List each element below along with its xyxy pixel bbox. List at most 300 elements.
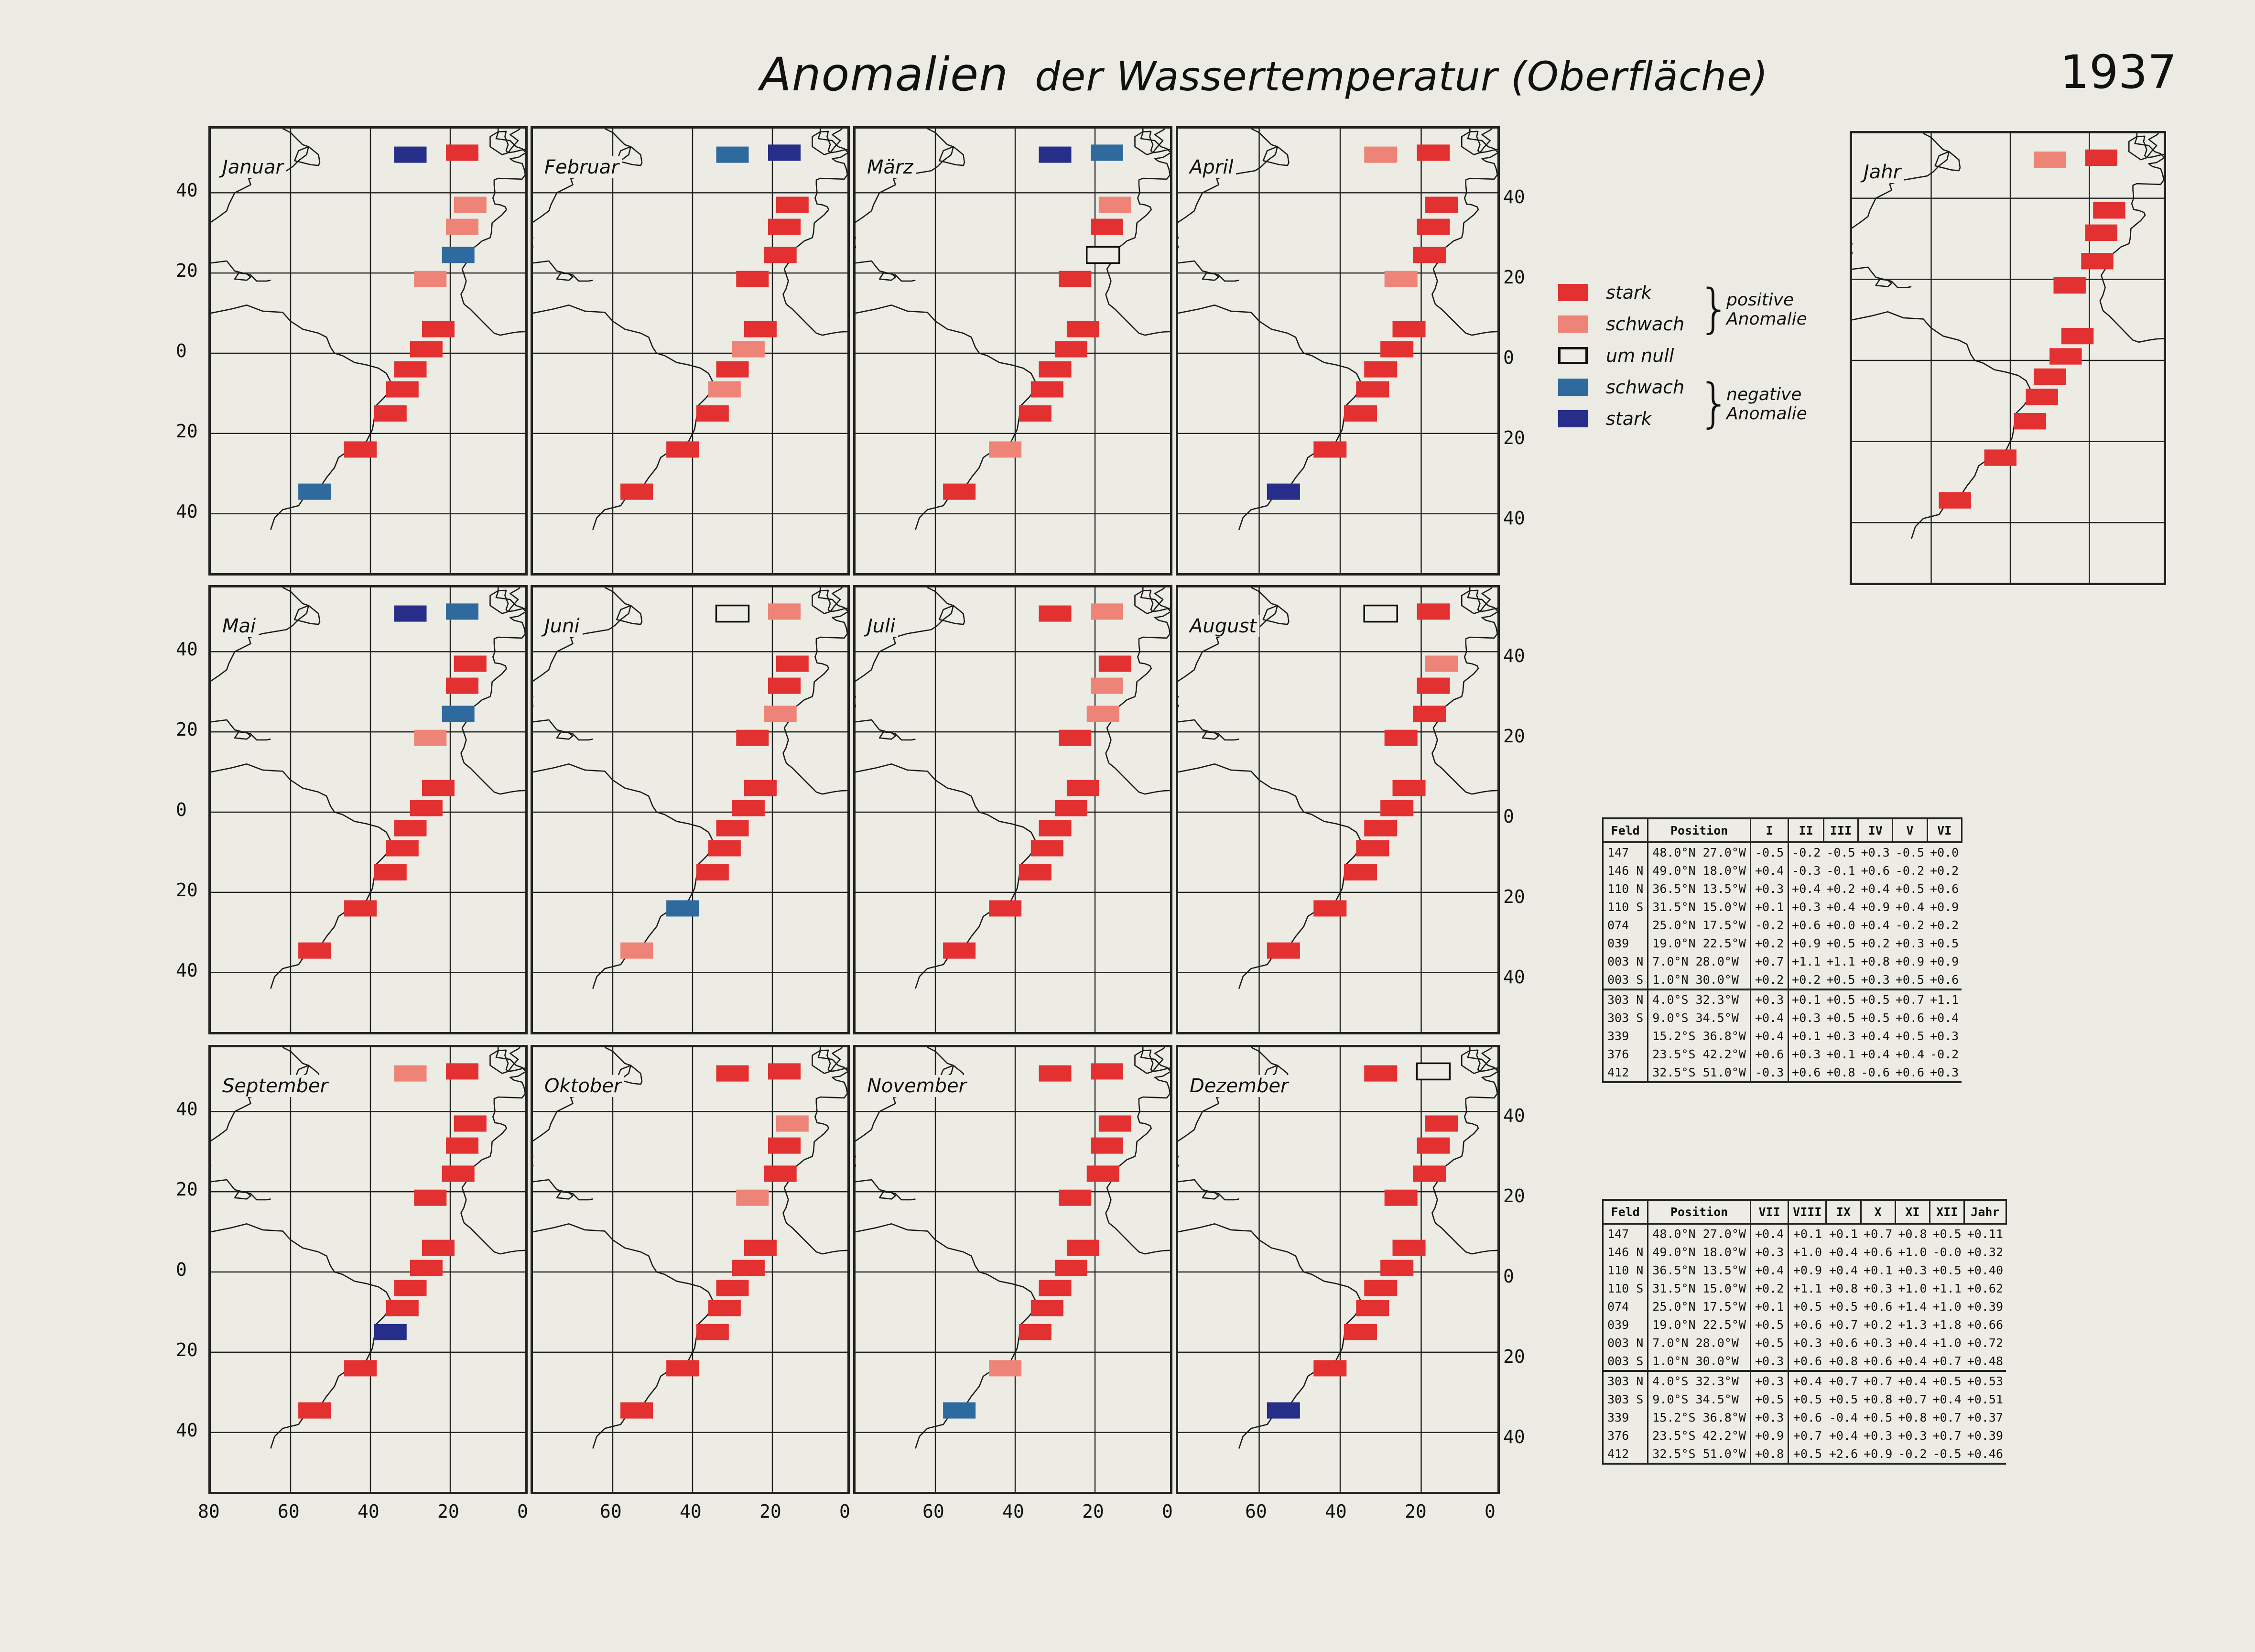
anomaly-marker-412 (943, 943, 976, 959)
anomaly-marker-376 (344, 1360, 377, 1376)
table-row (1603, 1261, 2006, 1279)
coastline (813, 1050, 831, 1074)
anomaly-marker-039 (414, 1190, 446, 1206)
anomaly-marker-339 (374, 864, 407, 880)
table-cell: 36.5°N 13.5°W (1648, 1261, 1751, 1279)
anomaly-marker-146-n (768, 144, 801, 161)
table-cell: +0.4 (1750, 861, 1788, 880)
anomaly-marker-003-s (410, 800, 443, 816)
table-row (1603, 916, 1962, 934)
coastline (813, 131, 831, 155)
anomaly-marker-003-n (744, 321, 777, 337)
table-row (1603, 898, 1962, 916)
table-cell: 303 S (1603, 1390, 1648, 1408)
table-cell: +0.3 (1861, 845, 1890, 859)
map-canvas (211, 1047, 528, 1494)
anomaly-marker-039 (736, 271, 769, 287)
graticule (533, 129, 850, 576)
anomaly-marker-003-s (1055, 800, 1087, 816)
coastline (211, 261, 271, 281)
table-cell: -0.2 (1750, 916, 1788, 934)
anomaly-marker-110-n (1425, 197, 1458, 213)
table-cell: 36.5°N 13.5°W (1648, 880, 1751, 898)
anomaly-marker-376 (1313, 441, 1346, 457)
table-header-row (1603, 818, 1962, 842)
anomaly-marker-110-n (776, 656, 809, 672)
table-cell: +0.4 (1898, 1354, 1927, 1368)
table-row (1603, 1334, 2006, 1352)
graticule (1178, 129, 1500, 576)
table-row (1603, 989, 1962, 1009)
anomaly-marker-074 (1413, 706, 1446, 722)
coastline (939, 606, 965, 624)
anomaly-marker-146-n (1417, 603, 1450, 620)
anomaly-marker-146-n (768, 603, 801, 620)
table-cell: +0.4 (1861, 881, 1890, 896)
table-header-cell: Jahr (1964, 1200, 2006, 1224)
map-panel-dezember (1176, 1045, 1500, 1494)
lat-tick-left: 20 (176, 719, 198, 740)
table-cell: +0.6 (1829, 1336, 1858, 1350)
table-row (1603, 1426, 2006, 1445)
table-cell: 147 (1603, 842, 1648, 861)
lon-tick: 40 (1002, 1501, 1024, 1522)
table-cell: 003 S (1603, 1352, 1648, 1371)
table-cell: +1.0 (1898, 1281, 1927, 1295)
anomaly-marker-303-s (386, 840, 419, 857)
table-cell: +0.3 (1898, 1428, 1927, 1443)
anomaly-marker-074 (1413, 247, 1446, 263)
table-cell: +0.4 (1895, 900, 1925, 914)
anomaly-marker-303-n (394, 820, 427, 837)
table-cell: +0.3 (1750, 1352, 1788, 1371)
anomaly-marker-303-s (1031, 1300, 1063, 1316)
anomaly-marker-303-n (1039, 820, 1072, 837)
table-header-cell: VII (1750, 1200, 1788, 1224)
table-cell: +0.6 (1793, 1354, 1822, 1368)
table-cell: 303 N (1603, 989, 1648, 1009)
table-cell: +0.5 (1858, 989, 1893, 1009)
coastline (1852, 267, 1911, 287)
table-cell: +1.1 (1927, 989, 1962, 1009)
table-cell: +0.8 (1829, 1354, 1858, 1368)
coastline (1935, 152, 1960, 171)
table-cell: +0.7 (1898, 1392, 1927, 1406)
table-cell: +0.4 (1930, 1011, 1959, 1025)
graticule (211, 587, 528, 1034)
table-cell: 7.0°N 28.0°W (1648, 952, 1751, 970)
legend-label: um null (1606, 345, 1674, 366)
table-cell: +0.3 (1930, 1029, 1959, 1043)
coastline (1462, 1050, 1480, 1074)
title-main: Anomalien (760, 48, 1008, 101)
table-header-cell: Feld (1603, 818, 1648, 842)
table-cell: +0.6 (1792, 918, 1821, 932)
anomaly-marker-110-n (1099, 656, 1131, 672)
lon-tick: 40 (1325, 1501, 1347, 1522)
map-canvas (211, 129, 528, 576)
page-title (760, 48, 1768, 101)
lat-tick-left: 40 (176, 959, 198, 981)
anomaly-marker-039 (1385, 271, 1418, 287)
anomaly-marker-303-s (1031, 381, 1063, 398)
table-cell: +0.5 (1750, 1390, 1788, 1408)
anomaly-marker-303-n (716, 820, 749, 837)
anomaly-marker-039 (1059, 1190, 1091, 1206)
coastline (939, 147, 965, 165)
table-header-cell: Feld (1603, 1200, 1648, 1224)
table-cell: +0.5 (1793, 1299, 1822, 1314)
table-cell: +0.51 (1967, 1392, 2004, 1406)
table-cell: +0.4 (1792, 881, 1821, 896)
anomaly-marker-074 (442, 1165, 475, 1182)
anomaly-marker-110-s (446, 219, 478, 235)
table-cell: +0.1 (1750, 898, 1788, 916)
table-cell: +1.0 (1932, 1336, 1962, 1350)
anomaly-marker-147 (716, 1065, 749, 1082)
table-row (1603, 970, 1962, 989)
table-cell: 9.0°S 34.5°W (1648, 1009, 1751, 1027)
anomaly-marker-412 (620, 484, 653, 500)
anomaly-marker-110-s (1091, 678, 1123, 694)
coastline (856, 1180, 915, 1200)
table-cell: -0.5 (1826, 845, 1855, 859)
legend-swatch (1558, 347, 1588, 364)
anomaly-marker-146-n (1417, 1063, 1450, 1079)
map-panel-label: August (1187, 615, 1259, 637)
lat-tick-left: 40 (176, 180, 198, 201)
map-panel-februar (531, 126, 850, 576)
anomaly-marker-003-s (1055, 1260, 1087, 1276)
anomaly-marker-339 (1019, 1324, 1052, 1340)
table-cell: +0.9 (1793, 1263, 1822, 1277)
anomaly-marker-003-n (744, 1240, 777, 1256)
anomaly-marker-003-n (1067, 1240, 1099, 1256)
coastline (856, 720, 915, 740)
map-canvas (856, 129, 1172, 576)
coastline (617, 606, 642, 624)
anomaly-marker-303-n (1364, 820, 1397, 837)
anomaly-marker-146-n (1091, 1063, 1123, 1079)
anomaly-marker-146-n (446, 603, 478, 620)
graticule (1178, 587, 1500, 1034)
table-cell: +0.1 (1864, 1263, 1893, 1277)
lat-tick-right: 40 (1503, 645, 1525, 667)
table-cell: +0.3 (1750, 1243, 1788, 1261)
table-cell: +0.5 (1932, 1263, 1962, 1277)
lat-tick-left: 0 (176, 340, 187, 361)
table-cell: +0.0 (1826, 918, 1855, 932)
anomaly-marker-146-n (2085, 150, 2117, 166)
table-cell: +0.6 (1930, 972, 1959, 987)
lon-tick: 0 (1162, 1501, 1173, 1522)
table-cell: 303 N (1603, 1371, 1648, 1390)
anomaly-table-2 (1602, 1199, 2007, 1465)
anomaly-marker-039 (736, 730, 769, 746)
coastline (1852, 133, 1949, 259)
table-cell: 4.0°S 32.3°W (1648, 989, 1751, 1009)
table-cell: +0.9 (1930, 954, 1959, 968)
anomaly-marker-003-s (410, 341, 443, 358)
table-cell: +0.4 (1895, 1047, 1925, 1061)
table-cell: +0.5 (1864, 1410, 1893, 1424)
table-cell: +1.0 (1793, 1245, 1822, 1259)
table-header-row (1603, 1200, 2006, 1224)
lon-tick: 60 (922, 1501, 944, 1522)
lat-tick-left: 40 (176, 500, 198, 522)
table-cell: 7.0°N 28.0°W (1648, 1334, 1751, 1352)
table-cell: 48.0°N 27.0°W (1648, 1224, 1751, 1243)
table-cell: 15.2°S 36.8°W (1648, 1027, 1751, 1045)
map-canvas (856, 587, 1172, 1034)
anomaly-marker-412 (1267, 1402, 1300, 1419)
map-canvas (1178, 129, 1500, 576)
table-cell: +0.5 (1895, 881, 1925, 896)
anomaly-marker-003-s (1380, 341, 1413, 358)
anomaly-marker-147 (1364, 606, 1397, 622)
table-cell: +0.6 (1793, 1317, 1822, 1332)
lon-tick: 20 (1405, 1501, 1427, 1522)
table-cell: +0.8 (1861, 954, 1890, 968)
table-cell: 48.0°N 27.0°W (1648, 842, 1751, 861)
anomaly-marker-074 (1087, 706, 1119, 722)
table-cell: +0.5 (1826, 936, 1855, 950)
map-panel-label: Jahr (1861, 161, 1904, 183)
table-cell: 003 S (1603, 970, 1648, 989)
lon-tick: 60 (278, 1501, 300, 1522)
table-cell: +0.6 (1793, 1410, 1822, 1424)
coastline (856, 261, 915, 281)
map-panel-label: Januar (219, 156, 286, 178)
anomaly-marker-339 (1344, 405, 1377, 422)
table-cell: +0.6 (1750, 1045, 1788, 1063)
coastline (1178, 261, 1239, 281)
table-cell: +0.7 (1793, 1428, 1822, 1443)
coastline (1178, 720, 1239, 740)
table-cell: 146 N (1603, 1243, 1648, 1261)
table-header-cell: IV (1858, 818, 1893, 842)
lat-tick-right: 20 (1503, 726, 1525, 747)
map-panel-label: Februar (542, 156, 622, 178)
anomaly-marker-039 (1059, 271, 1091, 287)
table-body (1603, 1224, 2006, 1464)
map-panel-oktober (531, 1045, 850, 1494)
anomaly-marker-376 (1984, 449, 2016, 466)
table-cell: +1.0 (1932, 1299, 1962, 1314)
table-cell: +0.4 (1789, 1371, 1826, 1390)
lon-tick: 60 (1245, 1501, 1267, 1522)
table-cell: +0.5 (1895, 1029, 1925, 1043)
anomaly-marker-303-n (716, 361, 749, 378)
map-canvas (1852, 133, 2166, 585)
table-cell: +0.3 (1898, 1263, 1927, 1277)
table-cell: -0.1 (1826, 863, 1855, 878)
coastline (533, 1047, 631, 1172)
coastline (2129, 136, 2147, 160)
anomaly-marker-376 (989, 900, 1021, 916)
anomaly-marker-146-n (446, 144, 478, 161)
anomaly-marker-003-n (422, 1240, 455, 1256)
table-cell: +0.37 (1967, 1410, 2004, 1424)
map-panel-januar (208, 126, 528, 576)
map-panel-august (1176, 585, 1500, 1034)
coastline (211, 1047, 309, 1172)
table-cell: +0.1 (1793, 1227, 1822, 1241)
anomaly-marker-003-n (1393, 780, 1426, 796)
anomaly-marker-003-n (422, 321, 455, 337)
table-cell: 412 (1603, 1445, 1648, 1464)
anomaly-marker-303-s (386, 1300, 419, 1316)
table-cell: +0.3 (1864, 1336, 1893, 1350)
anomaly-marker-339 (2014, 413, 2046, 429)
table-cell: 110 N (1603, 880, 1648, 898)
table-cell: +0.7 (1826, 1371, 1861, 1390)
table-cell: 147 (1603, 1224, 1648, 1243)
coastline (533, 129, 631, 253)
map-panel-juni (531, 585, 850, 1034)
table-header-cell: X (1861, 1200, 1895, 1224)
lat-tick-right: 40 (1503, 1426, 1525, 1447)
table-cell: +1.1 (1793, 1281, 1822, 1295)
table-cell: +0.40 (1967, 1263, 2004, 1277)
table-row (1603, 1315, 2006, 1334)
coastline (1462, 590, 1480, 614)
anomaly-marker-110-n (776, 197, 809, 213)
coastline (490, 131, 509, 155)
map-panel-label: März (864, 156, 916, 178)
map-panel-label: Mai (219, 615, 259, 637)
table-cell: +0.1 (1792, 1029, 1821, 1043)
table-cell: 412 (1603, 1063, 1648, 1082)
graticule (856, 129, 1172, 576)
anomaly-marker-303-n (1039, 361, 1072, 378)
coastline (856, 1047, 954, 1172)
table-cell: +0.6 (1864, 1245, 1893, 1259)
table-cell: +0.4 (1829, 1245, 1858, 1259)
anomaly-marker-339 (1344, 1324, 1377, 1340)
table-row (1603, 880, 1962, 898)
table-cell: +0.3 (1864, 1428, 1893, 1443)
lon-tick: 40 (358, 1501, 379, 1522)
table-row (1603, 842, 1962, 861)
table-cell: +0.2 (1826, 881, 1855, 896)
lat-tick-right: 20 (1503, 1185, 1525, 1207)
lat-tick-right: 0 (1503, 806, 1514, 827)
table-row (1603, 1279, 2006, 1297)
anomaly-marker-303-s (2026, 389, 2058, 405)
map-panel-label: September (219, 1075, 331, 1097)
anomaly-marker-003-s (732, 1260, 765, 1276)
anomaly-marker-110-s (446, 1138, 478, 1154)
table-cell: -0.2 (1895, 863, 1925, 878)
lat-tick-right: 40 (1503, 186, 1525, 208)
legend (1558, 278, 1826, 440)
table-cell: 32.5°S 51.0°W (1648, 1063, 1751, 1082)
title-rest: der Wassertemperatur (Oberfläche) (1035, 53, 1768, 100)
anomaly-marker-339 (1019, 864, 1052, 880)
coastline (211, 720, 271, 740)
table-cell: 003 N (1603, 952, 1648, 970)
table-header-cell: I (1750, 818, 1788, 842)
anomaly-marker-412 (1267, 943, 1300, 959)
map-panel-märz (853, 126, 1172, 576)
lat-tick-right: 0 (1503, 347, 1514, 368)
table-cell: +0.3 (1864, 1281, 1893, 1295)
graticule (1852, 133, 2166, 585)
anomaly-marker-303-s (386, 381, 419, 398)
coastline (856, 129, 954, 253)
anomaly-marker-412 (943, 1402, 976, 1419)
anomaly-marker-303-n (394, 361, 427, 378)
year-label: 1937 (2060, 45, 2177, 99)
anomaly-marker-003-n (422, 780, 455, 796)
anomaly-marker-146-n (1417, 144, 1450, 161)
table-cell: +1.0 (1898, 1245, 1927, 1259)
table-cell: +0.66 (1967, 1317, 2004, 1332)
table-cell: +0.4 (1932, 1392, 1962, 1406)
table-cell: +0.9 (1861, 900, 1890, 914)
table-header-cell: Position (1648, 1200, 1751, 1224)
table-cell: -0.4 (1829, 1410, 1858, 1424)
table-cell: +1.8 (1932, 1317, 1962, 1332)
anomaly-marker-074 (764, 247, 797, 263)
anomaly-marker-147 (1039, 147, 1072, 163)
anomaly-marker-147 (716, 147, 749, 163)
anomaly-marker-110-s (446, 678, 478, 694)
anomaly-marker-339 (374, 405, 407, 422)
table-cell: +0.3 (1750, 989, 1788, 1009)
coastline (1135, 1050, 1153, 1074)
anomaly-marker-303-n (394, 1280, 427, 1296)
coastline (211, 129, 309, 253)
table-cell: +0.8 (1864, 1392, 1893, 1406)
anomaly-marker-074 (2081, 253, 2113, 269)
table-row (1603, 1027, 1962, 1045)
anomaly-marker-376 (1313, 1360, 1346, 1376)
anomaly-marker-110-n (1425, 1116, 1458, 1132)
table-cell: 19.0°N 22.5°W (1648, 1315, 1751, 1334)
table-cell: +0.9 (1750, 1426, 1788, 1445)
anomaly-marker-074 (442, 706, 475, 722)
table-cell: +0.8 (1750, 1445, 1788, 1464)
coastline (1178, 1180, 1239, 1200)
table-cell: +0.2 (1864, 1317, 1893, 1332)
anomaly-marker-303-n (1364, 361, 1397, 378)
anomaly-marker-303-s (708, 381, 741, 398)
table-cell: 4.0°S 32.3°W (1648, 1371, 1751, 1390)
table-cell: +0.6 (1861, 863, 1890, 878)
lat-tick-right: 0 (1503, 1266, 1514, 1287)
anomaly-marker-003-n (1067, 321, 1099, 337)
table-cell: +0.4 (1861, 1029, 1890, 1043)
lat-tick-right: 20 (1503, 267, 1525, 288)
table-cell: 31.5°N 15.0°W (1648, 1279, 1751, 1297)
map-panel-september (208, 1045, 528, 1494)
table-cell: +0.3 (1792, 1011, 1821, 1025)
table-row (1603, 1408, 2006, 1426)
anomaly-marker-303-n (716, 1280, 749, 1296)
coastline (533, 587, 631, 712)
legend-group-label: positive (1726, 290, 1794, 310)
table-cell: +0.3 (1895, 936, 1925, 950)
lat-tick-right: 40 (1503, 1105, 1525, 1127)
anomaly-marker-376 (344, 900, 377, 916)
coastline (1263, 606, 1289, 624)
lat-tick-left: 20 (176, 1339, 198, 1360)
anomaly-marker-003-n (744, 780, 777, 796)
table-cell: +0.8 (1898, 1410, 1927, 1424)
anomaly-marker-074 (764, 1165, 797, 1182)
